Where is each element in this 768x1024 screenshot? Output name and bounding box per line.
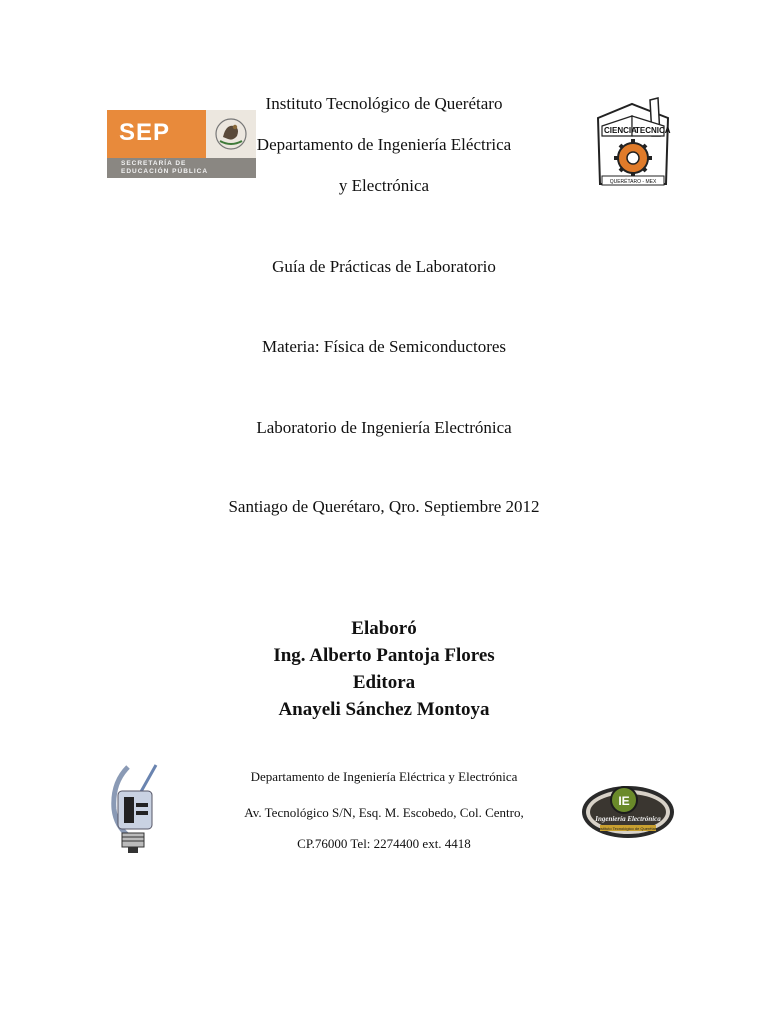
itq-ciencia-text: CIENCIA — [604, 126, 637, 135]
sep-sub-line-1: SECRETARÍA DE — [121, 160, 187, 167]
ie-logo-title: Ingeniería Electrónica — [595, 815, 661, 823]
subject-line: Materia: Física de Semiconductores — [261, 337, 507, 356]
sep-subtitle-band — [107, 158, 256, 178]
elaboro-label: Elaboró — [351, 618, 417, 639]
place-date: Santiago de Querétaro, Qro. Septiembre 2012 — [228, 497, 540, 516]
guide-title: Guía de Prácticas de Laboratorio — [272, 257, 496, 276]
editora-label: Editora — [352, 672, 416, 693]
department-line-2: y Electrónica — [338, 176, 430, 195]
footer-department: Departamento de Ingeniería Eléctrica y Electrónica — [250, 769, 518, 784]
sep-logo-word: SEP — [119, 119, 171, 146]
department-line-1: Departamento de Ingeniería Eléctrica — [256, 135, 512, 154]
sep-sub-line-2: EDUCACIÓN PÚBLICA — [121, 168, 209, 175]
footer-address: Av. Tecnológico S/N, Esq. M. Escobedo, Col. Centro, — [244, 805, 524, 820]
author-name: Ing. Alberto Pantoja Flores — [273, 645, 495, 666]
itq-bottom-text: QUERÉTARO - MEX — [609, 179, 657, 185]
editor-name: Anayeli Sánchez Montoya — [278, 699, 490, 720]
ingenieria-electronica-logo — [580, 776, 676, 842]
institution-name: Instituto Tecnológico de Querétaro — [265, 94, 503, 113]
itq-logo — [592, 96, 674, 190]
footer-contact: CP.76000 Tel: 2274400 ext. 4418 — [297, 836, 471, 851]
itq-tecnica-text: TECNICA — [635, 126, 671, 135]
svg-text:IE: IE — [618, 794, 630, 808]
ie-logo-subtitle: Instituto Tecnológico de Querétaro — [597, 826, 659, 831]
lab-name: Laboratorio de Ingeniería Electrónica — [256, 418, 512, 437]
